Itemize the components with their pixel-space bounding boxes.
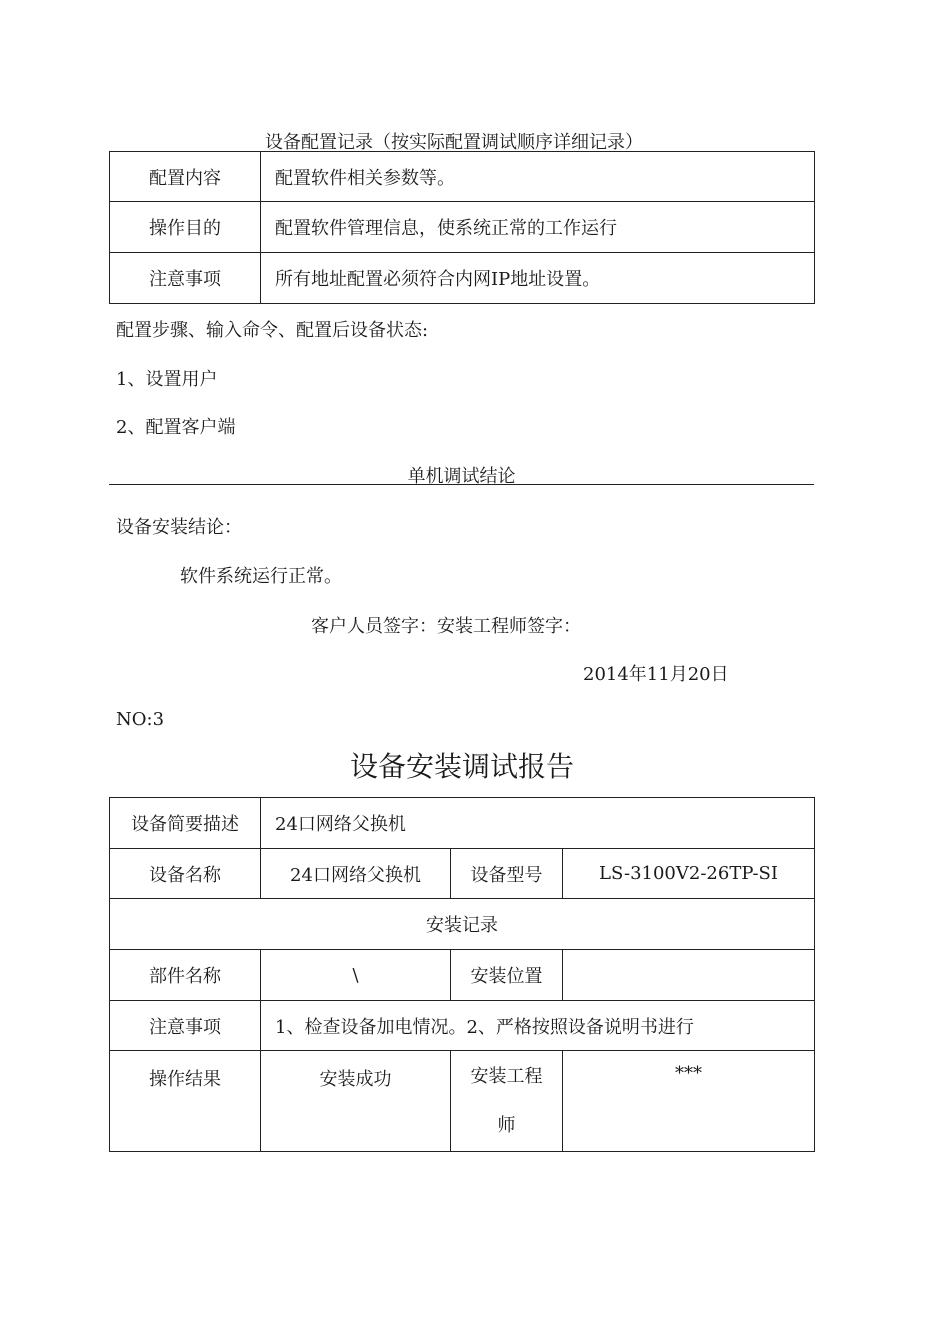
install-record-heading: 安装记录 bbox=[110, 899, 815, 950]
device-model-label: 设备型号 bbox=[451, 849, 563, 899]
report-title: 设备安装调试报告 bbox=[349, 750, 574, 783]
table-row bbox=[110, 1051, 815, 1152]
table-row bbox=[110, 950, 815, 1001]
operation-result-label: 操作结果 bbox=[110, 1051, 261, 1152]
report-notes-value: 1、检查设备加电情况。2、严格按照设备说明书进行 bbox=[261, 1001, 815, 1051]
install-location-value bbox=[563, 950, 815, 1001]
config-notes-value: 所有地址配置必须符合内网IP地址设置。 bbox=[261, 253, 815, 304]
install-engineer-label-line2: 师 bbox=[497, 1115, 516, 1136]
report-number: NO:3 bbox=[116, 709, 165, 730]
table-row bbox=[110, 152, 815, 202]
install-conclusion-text: 软件系统运行正常。 bbox=[180, 566, 342, 587]
table-row bbox=[110, 899, 815, 950]
install-engineer-label bbox=[451, 1051, 563, 1152]
operation-result-value: 安装成功 bbox=[261, 1051, 451, 1152]
install-location-label: 安装位置 bbox=[451, 950, 563, 1001]
report-table bbox=[109, 797, 815, 1152]
config-table bbox=[109, 151, 815, 304]
table-row bbox=[110, 798, 815, 849]
device-name-value: 24口网络父换机 bbox=[261, 849, 451, 899]
config-content-label: 配置内容 bbox=[110, 152, 261, 202]
brief-description-label: 设备简要描述 bbox=[110, 798, 261, 849]
table-row bbox=[110, 1001, 815, 1051]
table-row bbox=[110, 253, 815, 304]
conclusion-section-title: 单机调试结论 bbox=[407, 466, 516, 487]
install-conclusion-label: 设备安装结论： bbox=[116, 517, 242, 538]
operation-purpose-label: 操作目的 bbox=[110, 202, 261, 253]
steps-heading: 配置步骤、输入命令、配置后设备状态: bbox=[116, 320, 429, 341]
install-engineer-value: *** bbox=[563, 1051, 815, 1152]
config-content-value: 配置软件相关参数等。 bbox=[261, 152, 815, 202]
config-record-title: 设备配置记录（按实际配置调试顺序详细记录） bbox=[265, 132, 643, 153]
report-date: 2014年11月20日 bbox=[583, 664, 729, 685]
part-name-value: \ bbox=[261, 950, 451, 1001]
step-item: 1、设置用户 bbox=[116, 369, 218, 390]
table-row bbox=[110, 202, 815, 253]
report-notes-label: 注意事项 bbox=[110, 1001, 261, 1051]
part-name-label: 部件名称 bbox=[110, 950, 261, 1001]
section-divider bbox=[109, 484, 814, 485]
table-row bbox=[110, 849, 815, 899]
step-item: 2、配置客户端 bbox=[116, 417, 236, 438]
signature-line: 客户人员签字：安装工程师签字： bbox=[311, 616, 581, 637]
device-model-value: LS-3100V2-26TP-SI bbox=[563, 849, 815, 899]
config-notes-label: 注意事项 bbox=[110, 253, 261, 304]
brief-description-value: 24口网络父换机 bbox=[261, 798, 815, 849]
operation-purpose-value: 配置软件管理信息，使系统正常的工作运行 bbox=[261, 202, 815, 253]
device-name-label: 设备名称 bbox=[110, 849, 261, 899]
install-engineer-label-line1: 安装工程 bbox=[470, 1066, 543, 1087]
